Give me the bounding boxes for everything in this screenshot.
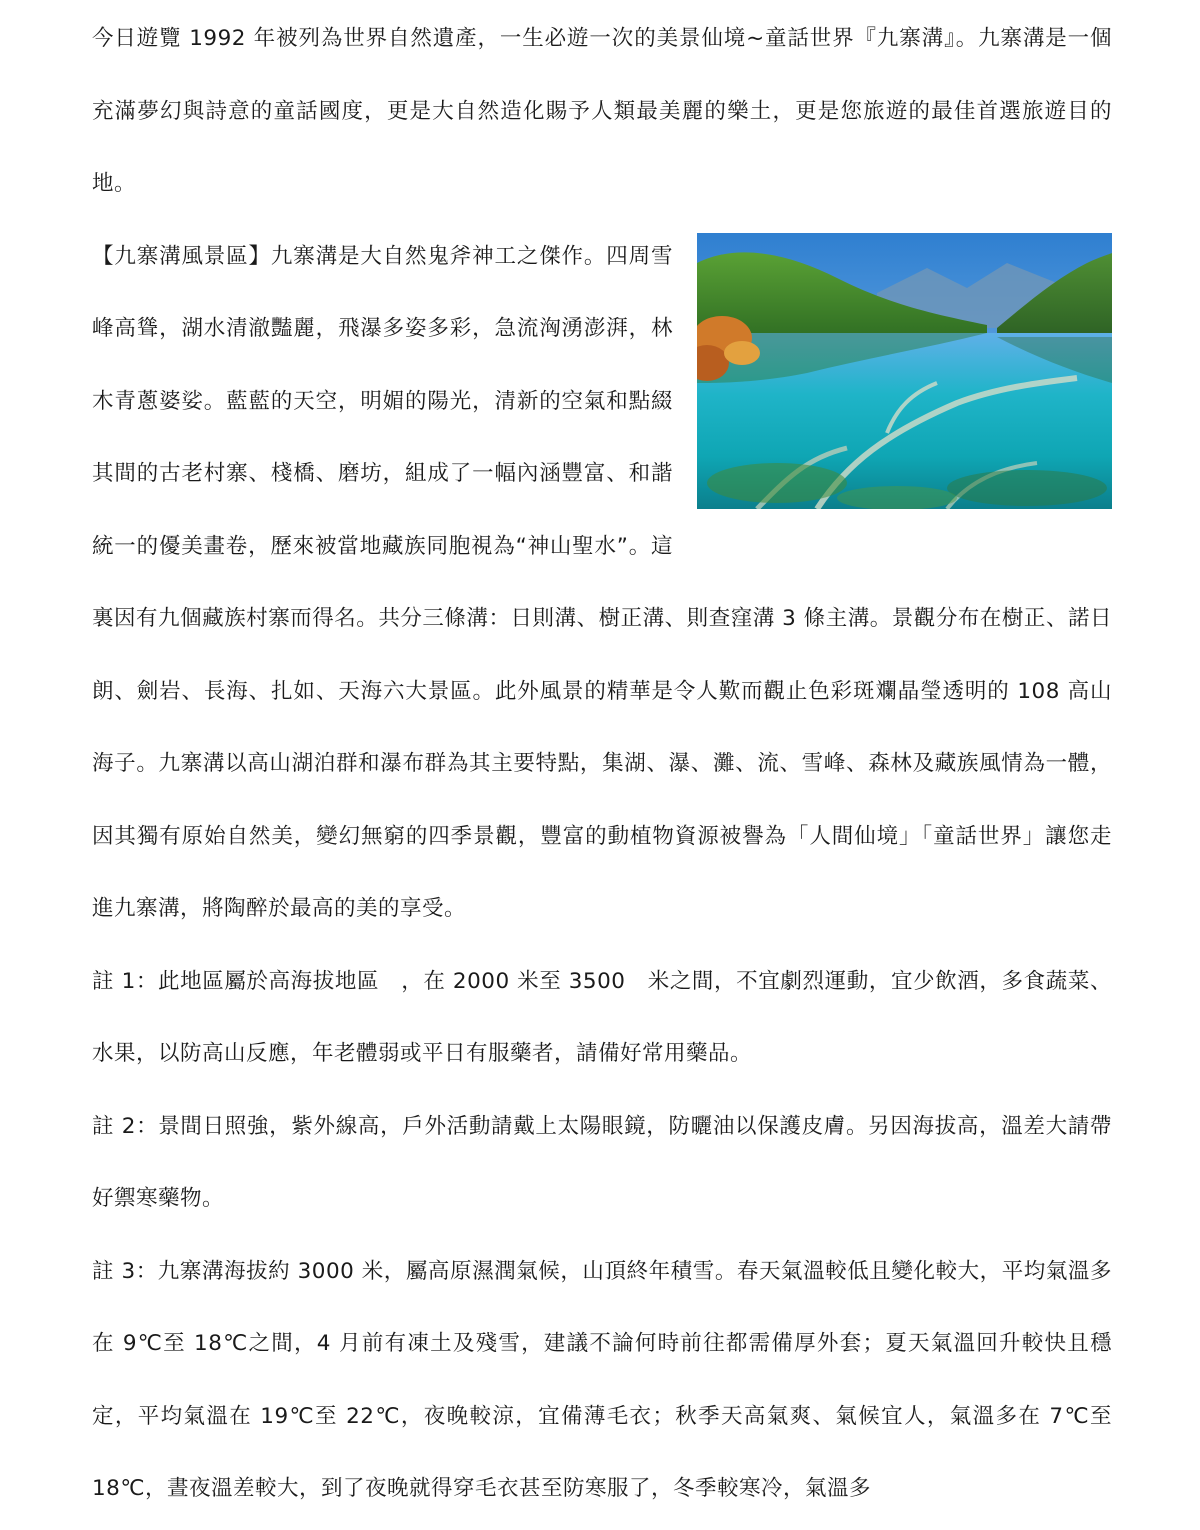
intro-paragraph: 今日遊覽 1992 年被列為世界自然遺產，一生必遊一次的美景仙境~童話世界『九寨溝』。九寨溝是一個充滿夢幻與詩意的童話國度，更是大自然造化賜予人類最美麗的樂土，更是您旅遊的最佳首選旅遊目的地。 [92,26,1112,196]
note-3: 註 3：九寨溝海拔約 3000 米，屬高原濕潤氣候，山頂終年積雪。春天氣溫較低且變化較大，平均氣溫多在 9℃至 18℃之間，4 月前有凍土及殘雪，建議不論何時前往都需備厚外套；夏天氣溫回升較快且穩定，平均氣溫在 19℃至 22℃，夜晚較涼，宜備薄毛衣；秋季天高氣爽、氣候宜人，氣溫多在 7℃至 18℃，晝夜溫差較大，到了夜晚就得穿毛衣甚至防寒服了，冬季較寒冷，氣溫多 [92,1258,1112,1501]
jiuzhaigou-lake-photo [697,233,1112,509]
document-page [92,0,1112,1526]
scenic-section [92,221,1112,946]
note-1: 註 1：此地區屬於高海拔地區 ，在 2000 米至 3500 米之間，不宜劇烈運動，宜少飲酒，多食蔬菜、水果，以防高山反應，年老體弱或平日有服藥者，請備好常用藥品。 [92,968,1112,1066]
note-2: 註 2：景間日照強，紫外線高，戶外活動請戴上太陽眼鏡，防曬油以保護皮膚。另因海拔高，溫差大請帶好禦寒藥物。 [92,1113,1112,1211]
scenic-paragraph: 【九寨溝風景區】九寨溝是大自然鬼斧神工之傑作。四周雪峰高聳，湖水清澈豔麗，飛瀑多姿多彩，急流洶湧澎湃，林木青蔥婆娑。藍藍的天空，明媚的陽光，清新的空氣和點綴其間的古老村寨、棧橋、磨坊，組成了一幅內涵豐富、和諧統一的優美畫卷，歷來被當地藏族同胞視為“神山聖水”。這裏因有九個藏族村寨而得名。共分三條溝：日則溝、樹正溝、則查窪溝 3 條主溝。景觀分布在樹正、諾日朗、劍岩、長海、扎如、天海六大景區。此外風景的精華是令人歎而觀止色彩斑斕晶瑩透明的 108 高山海子。九寨溝以高山湖泊群和瀑布群為其主要特點，集湖、瀑、灘、流、雪峰、森林及藏族風情為一體，因其獨有原始自然美，變幻無窮的四季景觀，豐富的動植物資源被譽為「人間仙境」「童話世界」讓您走進九寨溝，將陶醉於最高的美的享受。 [92,243,1112,921]
